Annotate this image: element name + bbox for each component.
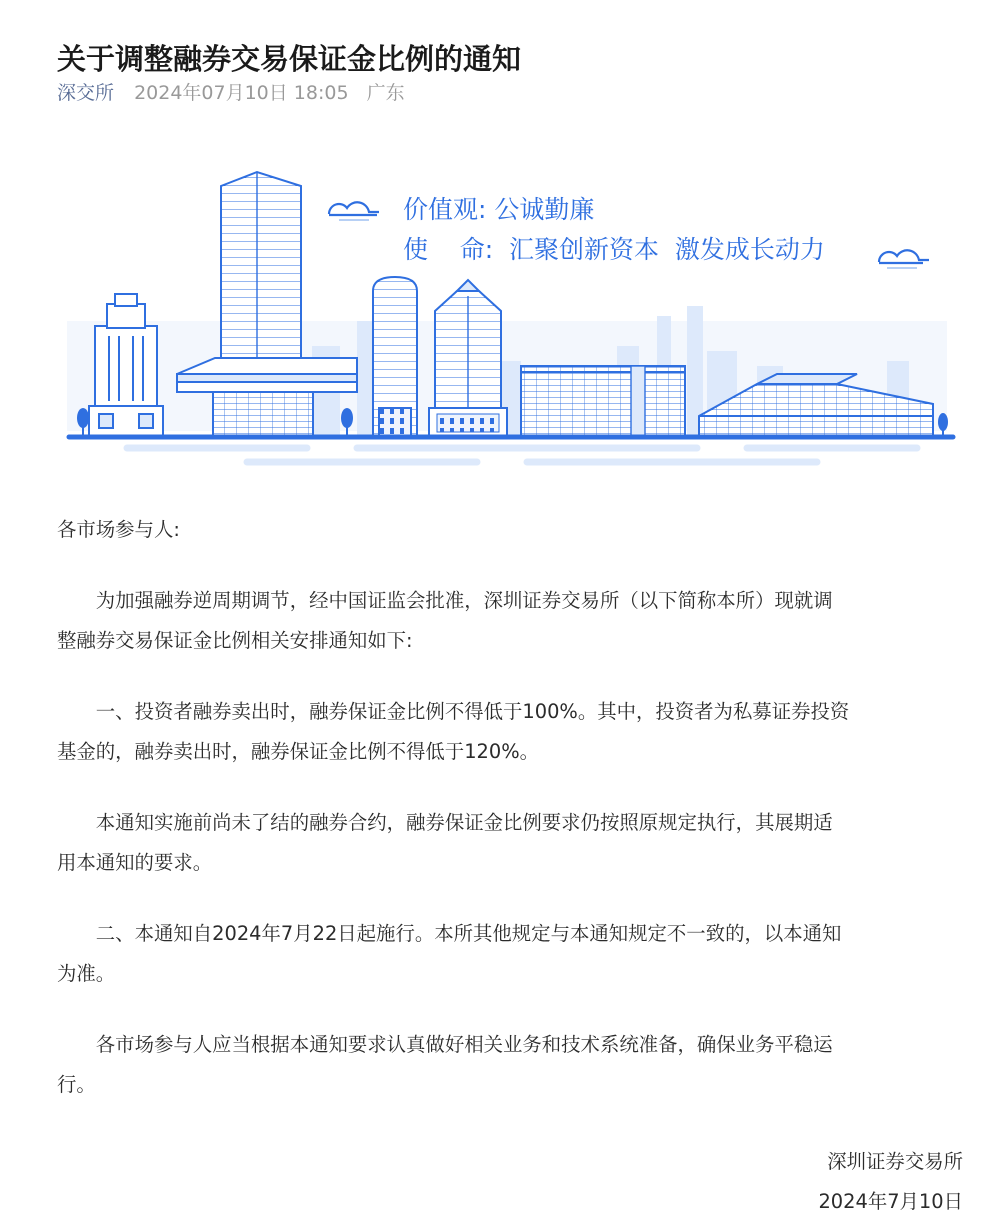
skyline-illustration — [57, 146, 963, 480]
signature-organization: 深圳证券交易所 — [827, 1150, 963, 1173]
banner-image — [57, 146, 963, 480]
paragraph-line: 用本通知的要求。 — [57, 851, 213, 874]
banner-slogan-mission-label: 使 命: — [403, 235, 494, 264]
article-title: 关于调整融券交易保证金比例的通知 — [57, 42, 522, 77]
publish-time: 2024年07月10日 18:05 — [134, 82, 349, 104]
article-body — [57, 510, 963, 1105]
paragraph-line: 本通知实施前尚未了结的融券合约，融券保证金比例要求仍按照原规定执行，其展期适 — [95, 811, 833, 834]
paragraph-line: 一、投资者融券卖出时，融券保证金比例不得低于100%。其中，投资者为私募证券投资 — [95, 700, 850, 723]
banner-slogan-mission: 汇聚创新资本 激发成长动力 — [509, 235, 825, 264]
publish-location: 广东 — [366, 82, 405, 104]
paragraph-line: 行。 — [57, 1073, 96, 1096]
article-meta — [57, 78, 405, 108]
salutation: 各市场参与人: — [57, 518, 180, 541]
paragraph-line: 为加强融券逆周期调节，经中国证监会批准，深圳证券交易所（以下简称本所）现就调 — [95, 589, 833, 612]
paragraph-line: 二、本通知自2024年7月22日起施行。本所其他规定与本通知规定不一致的，以本通知 — [95, 922, 842, 945]
paragraph-line: 基金的，融券卖出时，融券保证金比例不得低于120%。 — [57, 740, 540, 763]
paragraph-line: 各市场参与人应当根据本通知要求认真做好相关业务和技术系统准备，确保业务平稳运 — [95, 1033, 833, 1056]
banner-slogan-values: 价值观: 公诚勤廉 — [403, 195, 595, 224]
signature-date: 2024年7月10日 — [818, 1190, 963, 1213]
paragraph-line: 整融券交易保证金比例相关安排通知如下: — [57, 629, 413, 652]
paragraph-line: 为准。 — [57, 962, 116, 985]
source-account-link[interactable]: 深交所 — [57, 82, 115, 104]
